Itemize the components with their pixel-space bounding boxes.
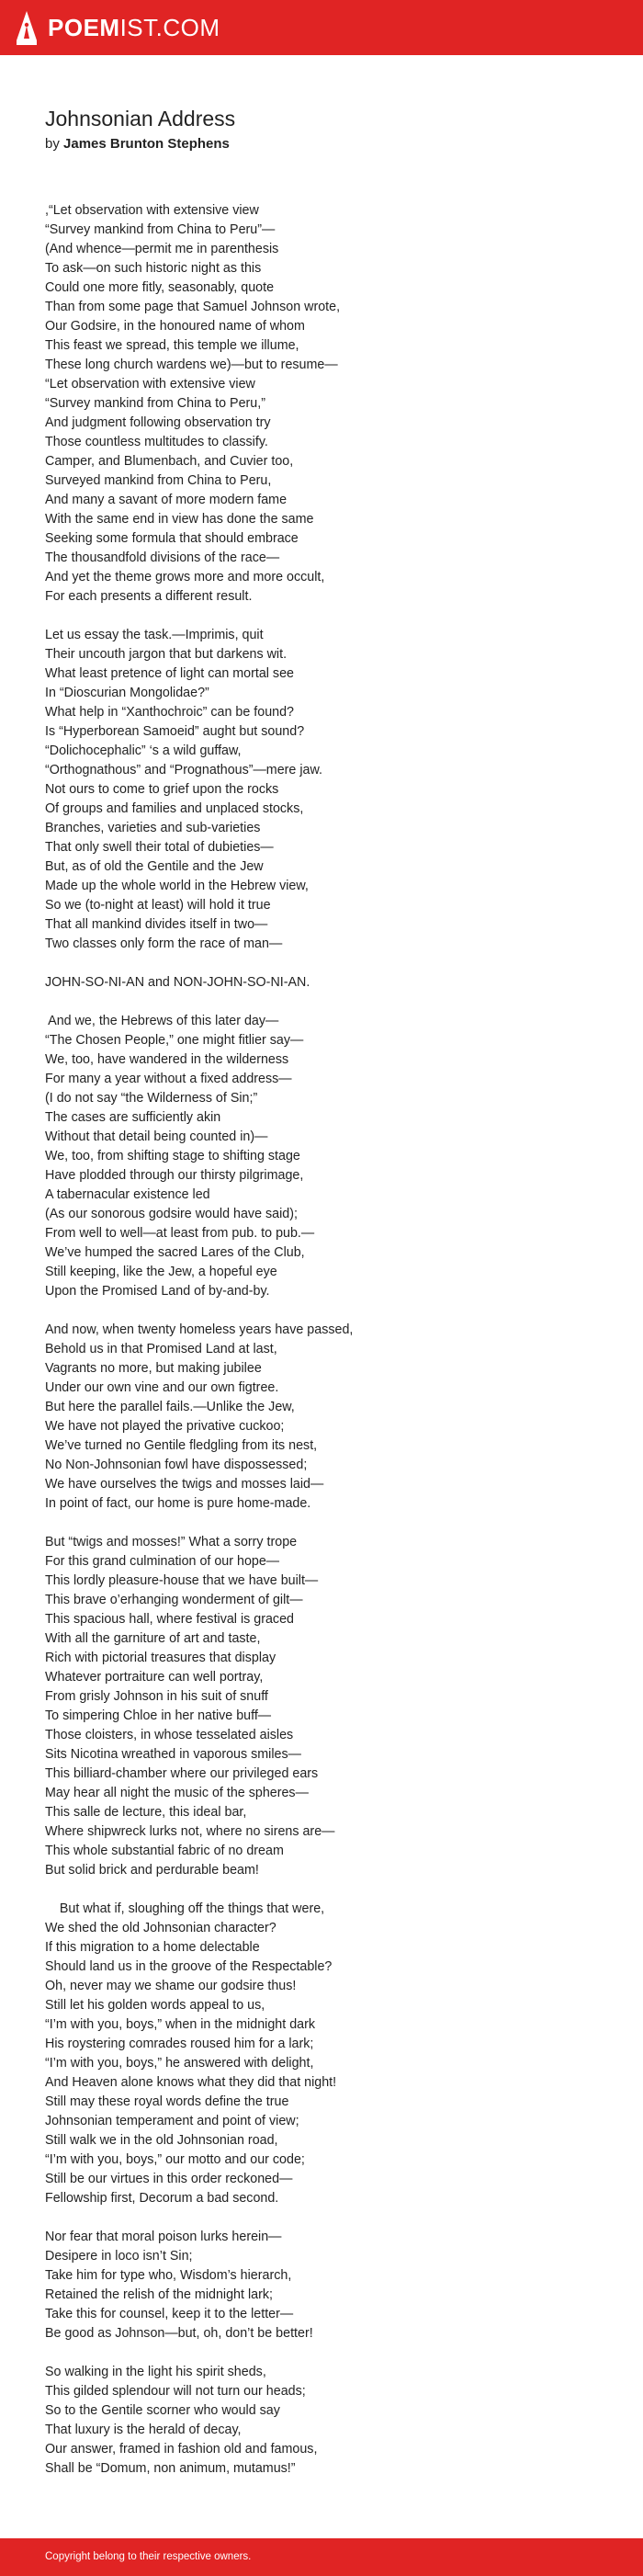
poem-line: Our answer, framed in fashion old and famous,: [45, 2442, 318, 2457]
poem-line: That all mankind divides itself in two—: [45, 917, 268, 932]
poem-line: For this grand culmination of our hope—: [45, 1554, 280, 1569]
site-logo[interactable]: [15, 9, 220, 46]
poem-line: Upon the Promised Land of by-and-by.: [45, 1284, 270, 1299]
poem-line: Where shipwreck lurks not, where no sirens are—: [45, 1824, 335, 1839]
poem-line: Still let his golden words appeal to us,: [45, 1998, 265, 2013]
poem-line: Nor fear that moral poison lurks herein—: [45, 2230, 282, 2244]
poem-line: And Heaven alone knows what they did that night!: [45, 2075, 337, 2090]
poem-line: “Survey mankind from China to Peru,”: [45, 396, 265, 411]
poem-line: For many a year without a fixed address—: [45, 1072, 292, 1086]
site-footer: [0, 2538, 643, 2576]
poem-line: “Orthognathous” and “Prognathous”—mere jaw.: [45, 763, 322, 777]
poem-line: But “twigs and mosses!” What a sorry trope: [45, 1535, 298, 1549]
poem-line: But what if, sloughing off the things that were,: [45, 1901, 325, 1916]
poem-line: Not ours to come to grief upon the rocks: [45, 782, 279, 797]
poem-line: And we, the Hebrews of this later day—: [45, 1014, 279, 1028]
poem-line: What least pretence of light can mortal see: [45, 666, 294, 681]
poem-line: Of groups and families and unplaced stocks,: [45, 801, 304, 816]
poem-line: That only swell their total of dubieties—: [45, 840, 274, 855]
poem-line: Fellowship first, Decorum a bad second.: [45, 2191, 279, 2206]
poem-line: From well to well—at least from pub. to pub.—: [45, 1226, 315, 1241]
poem-line: Branches, varieties and sub-varieties: [45, 821, 261, 835]
stanza: [45, 201, 615, 607]
poem-line: But, as of old the Gentile and the Jew: [45, 859, 264, 874]
poem-line: What help in “Xanthochroic” can be found?: [45, 705, 295, 720]
poem-line: This feast we spread, this temple we illume,: [45, 338, 299, 353]
poem-line: “Dolichocephalic” ‘s a wild guffaw,: [45, 743, 242, 758]
poem-line: Rich with pictorial treasures that display: [45, 1651, 276, 1665]
poem-line: Their uncouth jargon that but darkens wit.: [45, 647, 288, 662]
poem-line: The cases are sufficiently akin: [45, 1110, 221, 1125]
poem-line: Be good as Johnson—but, oh, don’t be better!: [45, 2326, 313, 2341]
logo-text-light: IST.COM: [119, 13, 220, 41]
poem-line: Shall be “Domum, non animum, mutamus!”: [45, 2461, 296, 2476]
poem-line: Retained the relish of the midnight lark;: [45, 2287, 273, 2302]
poem-line: Those countless multitudes to classify.: [45, 435, 268, 449]
poem-line: Take him for type who, Wisdom’s hierarch,: [45, 2268, 292, 2283]
copyright-notice: Copyright belong to their respective owners.: [45, 2551, 252, 2562]
poem-line: And now, when twenty homeless years have passed,: [45, 1322, 354, 1337]
poem-byline: [45, 136, 230, 152]
poem-line: May hear all night the music of the spheres—: [45, 1786, 309, 1800]
poem-line: Is “Hyperborean Samoeid” aught but sound?: [45, 724, 305, 739]
poem-line: Should land us in the groove of the Respectable?: [45, 1959, 333, 1974]
stanza: [45, 2228, 615, 2343]
poem-line: These long church wardens we)—but to resume—: [45, 357, 338, 372]
poem-line: Behold us in that Promised Land at last,: [45, 1342, 277, 1356]
poem-line: ,“Let observation with extensive view: [45, 203, 259, 218]
poem-line: (As our sonorous godsire would have said);: [45, 1207, 298, 1221]
poem-line: And yet the theme grows more and more occult,: [45, 570, 325, 584]
poem-line: To simpering Chloe in her native buff—: [45, 1708, 272, 1723]
poem-line: Desipere in loco isn’t Sin;: [45, 2249, 193, 2264]
poem-line: The thousandfold divisions of the race—: [45, 550, 280, 565]
poem-line: We’ve humped the sacred Lares of the Club,: [45, 1245, 305, 1260]
poem-line: With all the garniture of art and taste,: [45, 1631, 261, 1646]
poem-line: (And whence—permit me in parenthesis: [45, 242, 279, 256]
poem-title: Johnsonian Address: [45, 107, 236, 131]
poem-line: We, too, have wandered in the wilderness: [45, 1052, 289, 1067]
poem-line: “The Chosen People,” one might fitlier say—: [45, 1033, 304, 1048]
stanza: [45, 973, 615, 993]
poem-line: Our Godsire, in the honoured name of whom: [45, 319, 305, 334]
poem-line: If this migration to a home delectable: [45, 1940, 260, 1955]
byline-prefix: by: [45, 136, 64, 152]
poem-line: No Non-Johnsonian fowl have dispossessed;: [45, 1458, 308, 1472]
stanza: [45, 1533, 615, 1880]
poem-line: That luxury is the herald of decay,: [45, 2423, 242, 2437]
poem-line: Whatever portraiture can well portray,: [45, 1670, 264, 1685]
stanza: [45, 2363, 615, 2479]
poem-line: This salle de lecture, this ideal bar,: [45, 1805, 247, 1820]
stanza: [45, 1900, 615, 2208]
poem-line: “Survey mankind from China to Peru”—: [45, 222, 276, 237]
poem-line: Still keeping, like the Jew, a hopeful eye: [45, 1265, 277, 1279]
poem-line: In point of fact, our home is pure home-made.: [45, 1496, 311, 1511]
poem-line: Have plodded through our thirsty pilgrimage,: [45, 1168, 304, 1183]
poem-line: Let us essay the task.—Imprimis, quit: [45, 628, 264, 642]
poem-line: For each presents a different result.: [45, 589, 253, 604]
poem-line: And many a savant of more modern fame: [45, 493, 288, 507]
poem-line: With the same end in view has done the same: [45, 512, 314, 527]
poem-line: We, too, from shifting stage to shifting stage: [45, 1149, 300, 1163]
poem-line: In “Dioscurian Mongolidae?”: [45, 686, 209, 700]
poem-line: “I’m with you, boys,” he answered with delight,: [45, 2056, 314, 2071]
poem-line: This lordly pleasure-house that we have built—: [45, 1573, 319, 1588]
poem-line: We have ourselves the twigs and mosses laid—: [45, 1477, 324, 1492]
poem-line: So we (to-night at least) will hold it true: [45, 898, 271, 913]
poem-line: Still may these royal words define the true: [45, 2094, 289, 2109]
poem-line: “I’m with you, boys,” when in the midnight dark: [45, 2017, 316, 2032]
poem-line: Under our own vine and our own figtree.: [45, 1380, 279, 1395]
poem-line: (I do not say “the Wilderness of Sin;”: [45, 1091, 258, 1106]
poem-line: To ask—on such historic night as this: [45, 261, 262, 276]
poem-author-link[interactable]: James Brunton Stephens: [63, 136, 230, 152]
poem-line: So to the Gentile scorner who would say: [45, 2403, 280, 2418]
poem-line: Still be our virtues in this order reckoned—: [45, 2172, 293, 2186]
logo-text-bold: POEM: [48, 13, 120, 41]
logo-wordmark: [48, 14, 220, 42]
poem-line: JOHN-SO-NI-AN and NON-JOHN-SO-NI-AN.: [45, 975, 310, 990]
poem-line: Surveyed mankind from China to Peru,: [45, 473, 272, 488]
poem-line: But here the parallel fails.—Unlike the Jew,: [45, 1400, 295, 1414]
poem-line: “Let observation with extensive view: [45, 377, 255, 392]
poem-line: Still walk we in the old Johnsonian road,: [45, 2133, 278, 2148]
poem-line: “I’m with you, boys,” our motto and our code;: [45, 2152, 305, 2167]
site-header: [0, 0, 643, 55]
poem-line: So walking in the light his spirit sheds,: [45, 2365, 266, 2379]
stanza: [45, 1321, 615, 1514]
poem-line: This gilded splendour will not turn our heads;: [45, 2384, 306, 2399]
poem-line: This whole substantial fabric of no dream: [45, 1844, 284, 1858]
poem-line: But solid brick and perdurable beam!: [45, 1863, 259, 1878]
poem-line: A tabernacular existence led: [45, 1187, 210, 1202]
stanza: [45, 626, 615, 954]
poem-line: Take this for counsel, keep it to the letter—: [45, 2307, 294, 2321]
poem-line: Made up the whole world in the Hebrew view,: [45, 879, 309, 893]
poem-line: This brave o’erhanging wonderment of gilt—: [45, 1593, 303, 1607]
poem-line: Johnsonian temperament and point of view;: [45, 2114, 299, 2128]
poem-line: We have not played the privative cuckoo;: [45, 1419, 285, 1434]
poem-line: We’ve turned no Gentile fledgling from its nest,: [45, 1438, 318, 1453]
poem-line: Could one more fitly, seasonably, quote: [45, 280, 275, 295]
poem-line: From grisly Johnson in his suit of snuff: [45, 1689, 268, 1704]
poem-line: Seeking some formula that should embrace: [45, 531, 299, 546]
poem-line: This spacious hall, where festival is graced: [45, 1612, 294, 1627]
poem-line: Camper, and Blumenbach, and Cuvier too,: [45, 454, 294, 469]
poem-line: Oh, never may we shame our godsire thus!: [45, 1979, 297, 1993]
poem-line: This billiard-chamber where our privileged ears: [45, 1766, 319, 1781]
poem-line: And judgment following observation try: [45, 415, 271, 430]
poem-line: Those cloisters, in whose tesselated aisles: [45, 1728, 294, 1742]
poem-line: Without that detail being counted in)—: [45, 1129, 268, 1144]
stanza: [45, 1012, 615, 1301]
poem-line: Sits Nicotina wreathed in vaporous smiles—: [45, 1747, 301, 1762]
poem-line: Two classes only form the race of man—: [45, 936, 283, 951]
poem-body: [45, 201, 615, 2498]
poem-line: His roystering comrades roused him for a lark;: [45, 2037, 314, 2051]
poem-line: Vagrants no more, but making jubilee: [45, 1361, 262, 1376]
poem-line: We shed the old Johnsonian character?: [45, 1921, 276, 1935]
pen-nib-icon: [15, 9, 39, 46]
poem-line: Than from some page that Samuel Johnson wrote,: [45, 300, 341, 314]
